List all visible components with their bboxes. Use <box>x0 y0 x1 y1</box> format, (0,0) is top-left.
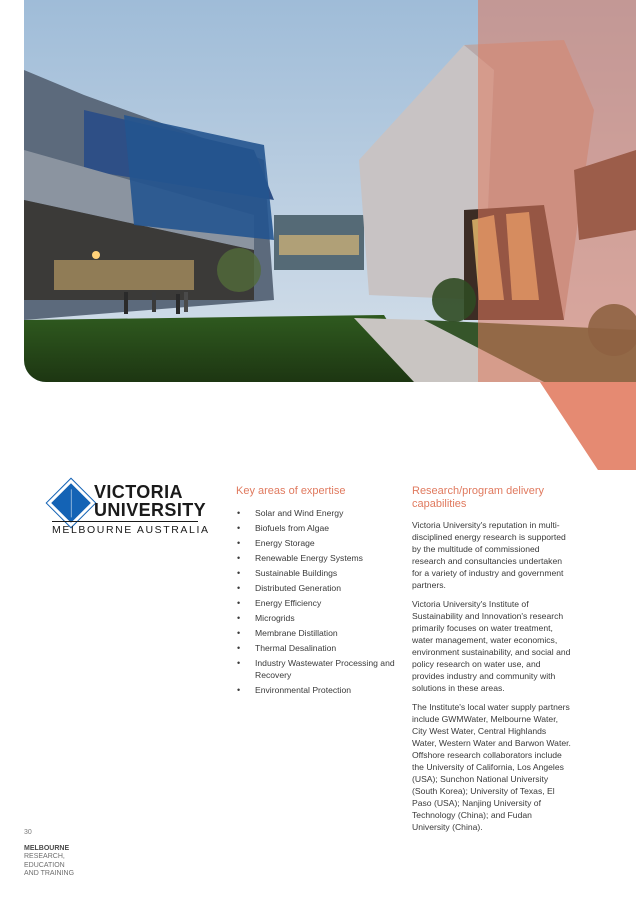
list-item: • Sustainable Buildings <box>236 567 396 579</box>
victoria-university-logo <box>52 482 210 539</box>
list-item: • Biofuels from Algae <box>236 522 396 534</box>
list-item: • Industry Wastewater Processing and Recovery <box>236 657 396 681</box>
list-item: • Microgrids <box>236 612 396 624</box>
research-heading: Research/program delivery capabilities <box>412 485 545 510</box>
list-item: • Environmental Protection <box>236 684 396 696</box>
footer-line-4: AND TRAINING <box>24 870 75 877</box>
list-item: • Thermal Desalination <box>236 642 396 654</box>
list-item: • Renewable Energy Systems <box>236 552 396 564</box>
footer-line-1: MELBOURNE <box>24 844 70 852</box>
research-paragraph: The Institute's local water supply partners include GWMWater, Melbourne Water, City West Water, Central Highlands Water, Western Water and Barwon Water. Offshore research collaborators include the University of California, Los Angeles (USA); Sunchon National University (South Korea); University of Texas, El Paso (USA); Nanjing University of Technology (China); and Fudan University (China). <box>412 702 571 832</box>
list-item: • Membrane Distillation <box>236 627 396 639</box>
expertise-section <box>236 485 396 699</box>
expertise-heading: Key areas of expertise <box>236 485 346 497</box>
research-section <box>412 485 572 840</box>
list-item: • Energy Storage <box>236 537 396 549</box>
page-number: 30 <box>24 829 32 836</box>
research-paragraph: Victoria University's Institute of Sustainability and Innovation's research primarily focuses on water treatment, water management, water economics, environment sustainability, and social and policy research on water use, and provides industry and community with solutions in these areas. <box>412 599 571 693</box>
logo-tagline: MELBOURNE AUSTRALIA <box>52 524 210 536</box>
footer-line-2: RESEARCH, <box>24 853 65 860</box>
campus-photo <box>24 0 636 382</box>
logo-wordmark-line2: UNIVERSITY <box>94 500 207 520</box>
page-footer <box>24 829 144 879</box>
footer-line-3: EDUCATION <box>24 861 65 869</box>
diamond-logo-icon <box>47 479 95 527</box>
list-item: • Distributed Generation <box>236 582 396 594</box>
logo-wordmark-line1: VICTORIA <box>94 482 183 502</box>
research-paragraph: Victoria University's reputation in multi-disciplined energy research is supported by the multitude of commissioned research and consultancies undertaken for a variety of industry and government partners. <box>412 520 566 590</box>
list-item: • Solar and Wind Energy <box>236 507 396 519</box>
list-item: • Energy Efficiency <box>236 597 396 609</box>
expertise-list <box>236 507 396 696</box>
logo-divider <box>52 521 198 522</box>
